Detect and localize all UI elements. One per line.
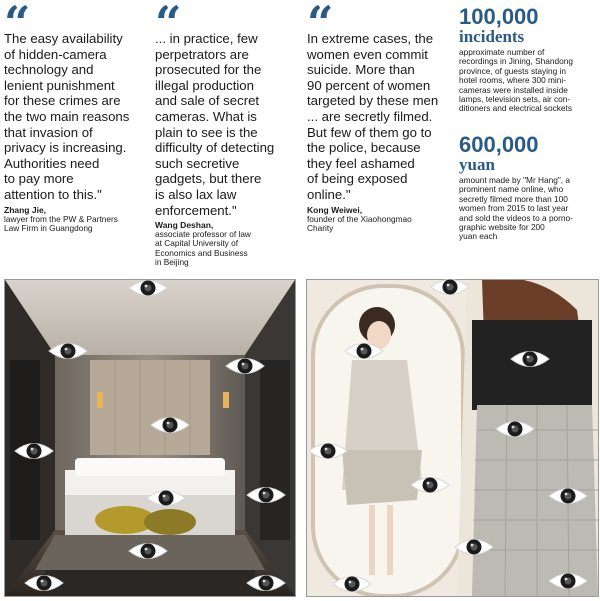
quote-text: The easy availability of hidden-camera technology and lenient punishment for these crimes are the two main reasons that invasion of privacy is increasing. Authorities need to pay more attention to this.": [4, 31, 130, 202]
quote-mark-icon: “: [4, 0, 25, 50]
eye-icon: [246, 572, 286, 594]
stat-number: 600,000: [459, 132, 539, 157]
stat-unit: incidents: [459, 27, 525, 46]
quote-text: In extreme cases, the women even commit suicide. More than 90 percent of women targeted by these men ... are secretly filmed. But few of them go to the police, because they feel ashamed of being exposed online.": [307, 31, 439, 202]
eye-icon: [146, 487, 186, 509]
eye-icon: [510, 348, 550, 370]
mirror-photo: [306, 279, 599, 597]
quote-text: ... in practice, few perpetrators are prosecuted for the illegal production and sale of secret cameras. What is plain to see is the difficulty of detecting such secretive gadgets, but there is also lax law enforcement.": [155, 31, 275, 218]
stat-number: 100,000: [459, 4, 539, 29]
attribution: [4, 205, 118, 234]
stat-unit: yuan: [459, 155, 495, 174]
eye-icon: [225, 355, 265, 377]
eye-icon: [548, 485, 588, 507]
mirror-illustration: [307, 280, 598, 596]
eye-icon: [410, 474, 450, 496]
eye-icon: [548, 570, 588, 592]
eye-icon: [150, 414, 190, 436]
stat-description: approximate number of recordings in Jining, Shandong province, of guests staying in hotel rooms, where 300 mini- cameras were installed inside lamps, television sets, air con- ditioners and electrical sockets: [459, 47, 573, 114]
eye-icon: [332, 573, 372, 595]
speaker-name: Wang Deshan,: [155, 220, 214, 230]
stat-description: amount made by "Mr Hang", a prominent name online, who secretly filmed more than 100 women from 2015 to last year and sold the videos to a porno- graphic website for 200 yuan each: [459, 175, 573, 242]
eye-icon: [430, 276, 470, 298]
quote-mark-icon: “: [307, 0, 328, 50]
eye-icon: [24, 572, 64, 594]
eye-icon: [128, 277, 168, 299]
quote-mark-icon: “: [155, 0, 176, 50]
eye-icon: [308, 440, 348, 462]
speaker-role: lawyer from the PW & Partners Law Firm in Guangdong: [4, 214, 118, 234]
eye-icon: [246, 484, 286, 506]
speaker-name: Kong Weiwei,: [307, 205, 363, 215]
eye-icon: [344, 340, 384, 362]
eye-icon: [495, 418, 535, 440]
eye-icon: [14, 440, 54, 462]
attribution: [307, 205, 412, 234]
eye-icon: [48, 340, 88, 362]
speaker-role: founder of the Xiaohongmao Charity: [307, 214, 412, 234]
speaker-name: Zhang Jie,: [4, 205, 47, 215]
attribution: [155, 220, 251, 268]
eye-icon: [454, 536, 494, 558]
eye-icon: [128, 540, 168, 562]
speaker-role: associate professor of law at Capital University of Economics and Business in Beijing: [155, 229, 251, 268]
